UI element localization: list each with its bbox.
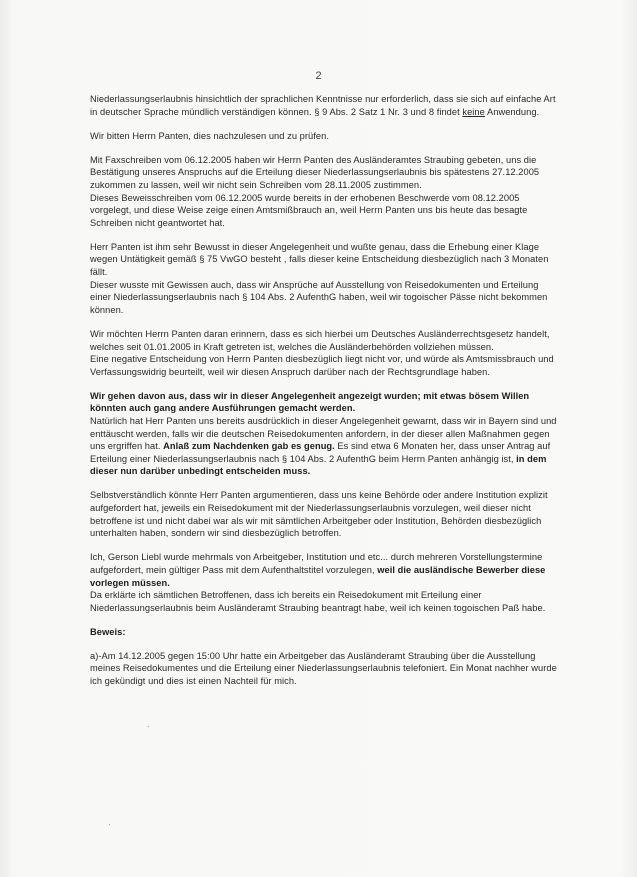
paragraph-reported: Wir gehen davon aus, dass wir in dieser Angelegenheit angezeigt wurden; mit etwas bösem Willen könnten auch gang andere Ausführungen gemacht werden. Natürlich hat Herr Panten uns bereits ausdrücklich in dieser Angelegenheit gewarnt, dass wir in Bayern sind und enttäuscht werden, falls wir die deutschen Reisedokumenten anfordern, in der dieser allen Maßnahmen gegen uns ergriffen hat. Anlaß zum Nachdenken gab es genug. Es sind etwa 6 Monaten her, dass unser Antrag auf Erteilung einer Niederlassungserlaubnis nach § 104 Abs. 2 AufenthG beim Herrn Panten anhängig ist, in dem dieser nun darüber unbedingt entscheiden muss.: [90, 390, 557, 477]
paragraph-gerson-liebl: Ich, Gerson Liebl wurde mehrmals von Arbeitgeber, Institution und etc... durch mehreren Vorstellungstermine aufgefordert, mein gültiger Pass mit dem Aufenthaltstitel vorzulegen, weil die ausländische Bewerber diese vorlegen müssen. Da erklärte ich sämtlichen Betroffenen, dass ich bereits ein Reisedokument mit Erteilung einer Niederlassungserlaubnis beim Ausländeramt Straubing beantragt habe, weil ich keinen togoischen Paß habe.: [90, 552, 546, 613]
paragraph-argument: Selbstverständlich könnte Herr Panten argumentieren, dass uns keine Behörde oder andere Institution explizit aufgefordert hat, jeweils ein Reisedokument mit der Niederlassungserlaubnis vorzulegen, weil dieser nicht betroffene ist und nicht dabei war als wir mit sämtlichen Arbeitgeber oder Institution, Behörden diesbezüglich unterhalten haben, sondern wir sind diesbezüglich betroffen.: [90, 490, 548, 539]
paragraph-request-review: Wir bitten Herrn Panten, dies nachzulesen und zu prüfen.: [90, 130, 329, 141]
page-number: 2: [315, 70, 322, 82]
paragraph-residence-permit-language: Niederlassungserlaubnis hinsichtlich der sprachlichen Kenntnisse nur erforderlich, dass sie sich auf einfache Art in deutscher Sprache mündlich verständigen können. § 9 Abs. 2 Satz 1 Nr. 3 und 8 findet keine Anwendung.: [90, 94, 556, 117]
paragraph-evidence-a: a)-Am 14.12.2005 gegen 15:00 Uhr hatte ein Arbeitgeber das Ausländeramt Straubing über die Ausstellung meines Reisedokumentes und die Erteilung einer Niederlassungserlaubnis telefoniert. Ein Monat nachher wurde ich gekündigt und dies ist einen Nachteil für mich.: [90, 650, 557, 687]
scan-speck: ·: [147, 722, 150, 731]
paragraph-fax-letter: Mit Faxschreiben vom 06.12.2005 haben wir Herrn Panten des Ausländeramtes Straubing gebeten, uns die Bestätigung unseres Anspruchs auf die Erteilung dieser Niederlassungserlaubnis bis spätestens 27.12.2005 zukommen zu lassen, weil wir nicht sein Schreiben vom 28.11.2005 zustimmen. Dieses Beweisschreiben vom 06.12.2005 wurde bereits in der erhobenen Beschwerde vom 08.12.2005 vorgelegt, und diese Weise zeige einen Amtsmißbrauch an, weil Herrn Panten uns bis heute das besagte Schreiben nicht geantwortet hat.: [90, 154, 540, 228]
underlined-word: keine: [462, 106, 485, 117]
paragraph-inaction-lawsuit: Herr Panten ist ihm sehr Bewusst in dieser Angelegenheit und wußte genau, dass die Erhebung einer Klage wegen Untätigkeit gemäß § 75 VwGO besteht , falls dieser keine Entscheidung diesbezüglich nach 3 Monaten fällt. Dieser wusste mit Gewissen auch, dass wir Ansprüche auf Ausstellung von Reisedokumenten und Erteilung einer Niederlassungserlaubnis nach § 104 Abs. 2 AufenthG haben, weil wir togoischer Pässe nicht bekommen können.: [90, 241, 549, 315]
evidence-heading: Beweis:: [90, 626, 126, 637]
letter-body: [90, 93, 560, 699]
paragraph-foreigners-law: Wir möchten Herrn Panten daran erinnern, dass es sich hierbei um Deutsches Ausländerrechtsgesetz handelt, welches seit 01.01.2005 in Kraft getreten ist, welches die Ausländerbehörden vollziehen müssen. Eine negative Entscheidung von Herrn Panten diesbezüglich liegt nicht vor, und würde als Amtsmissbrauch und Verfassungswidrig beurteilt, weil wir diesen Anspruch darüber nach der Rechtsgrundlage haben.: [90, 328, 554, 377]
scan-speck: ·: [108, 820, 111, 829]
